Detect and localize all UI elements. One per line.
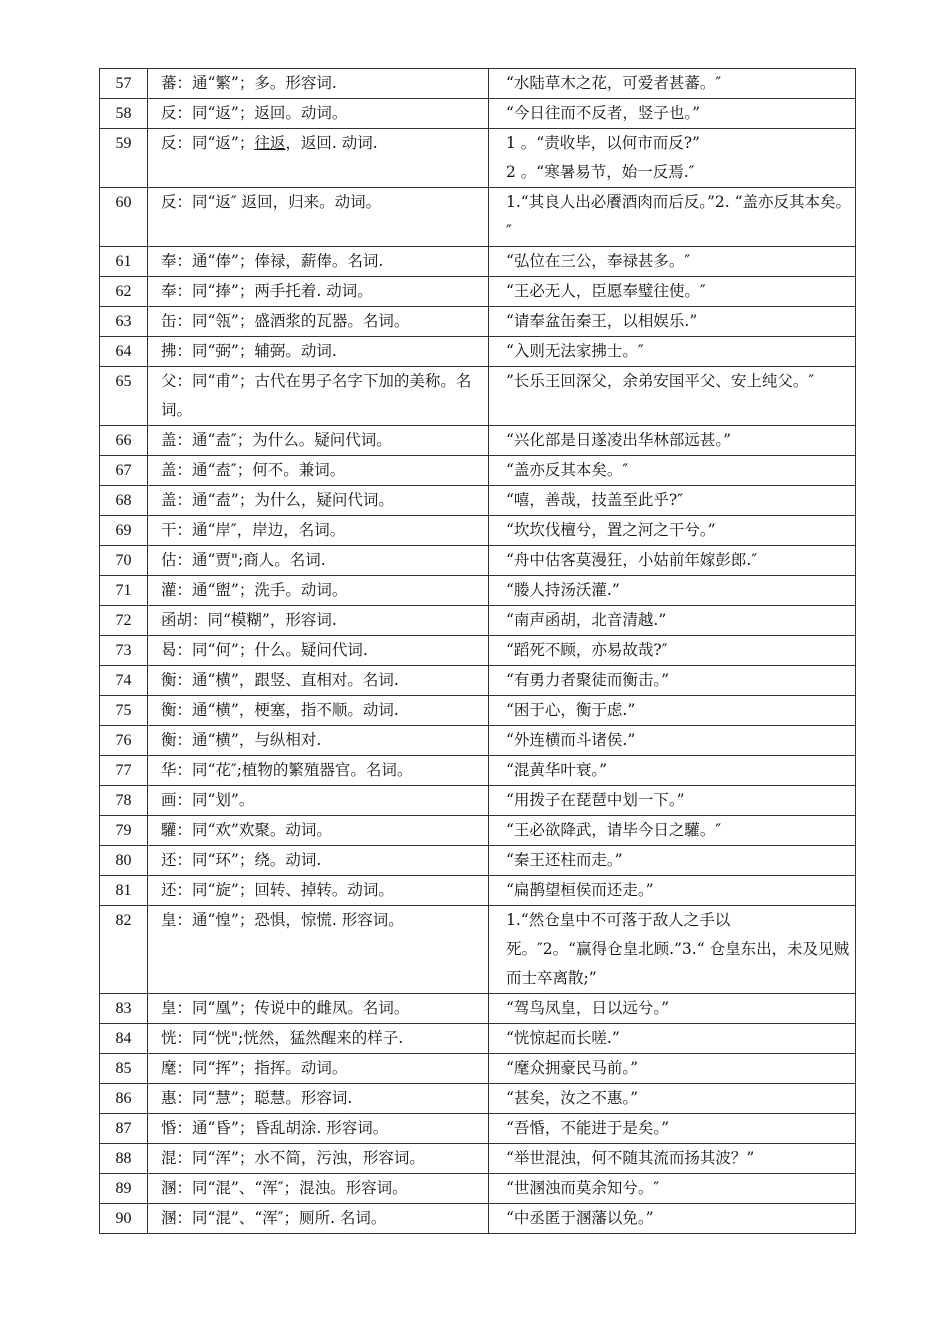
row-number: 84 bbox=[100, 1024, 148, 1054]
row-number: 83 bbox=[100, 994, 148, 1024]
definition-cell: 恍：同“恍";恍然，猛然醒来的样子. bbox=[148, 1024, 489, 1054]
table-row bbox=[100, 1024, 856, 1054]
row-number: 60 bbox=[100, 188, 148, 247]
definition-cell: 衡：通“横”，梗塞，指不顺。动词. bbox=[148, 696, 489, 726]
row-number: 86 bbox=[100, 1084, 148, 1114]
example-quote: “甚矣，汝之不惠。” bbox=[506, 1089, 639, 1107]
example-cell bbox=[489, 456, 856, 486]
definition-cell: 华：同“花″;植物的繁殖器官。名词。 bbox=[148, 756, 489, 786]
example-cell bbox=[489, 576, 856, 606]
example-quote: 1.“其良人出必餍酒肉而后反。”2. “盖亦反其本矣。″ bbox=[506, 193, 852, 240]
example-quote: “南声函胡，北音清越.” bbox=[506, 611, 667, 629]
example-cell bbox=[489, 666, 856, 696]
definition-cell: 还：同“环”；绕。动词. bbox=[148, 846, 489, 876]
example-cell bbox=[489, 1114, 856, 1144]
definition-cell: 还：同“旋”；回转、掉转。动词。 bbox=[148, 876, 489, 906]
definition-cell: 皇：同“凰”；传说中的雌凤。名词。 bbox=[148, 994, 489, 1024]
row-number: 63 bbox=[100, 307, 148, 337]
example-cell bbox=[489, 337, 856, 367]
row-number: 77 bbox=[100, 756, 148, 786]
definition-cell: 奉：同“捧”；两手托着. 动词。 bbox=[148, 277, 489, 307]
row-number: 59 bbox=[100, 129, 148, 188]
definition-cell: 父：同“甫”；古代在男子名字下加的美称。名词。 bbox=[148, 367, 489, 426]
table-row bbox=[100, 516, 856, 546]
table-row bbox=[100, 1144, 856, 1174]
example-cell bbox=[489, 786, 856, 816]
example-quote: “麾众拥豪民马前。” bbox=[506, 1059, 639, 1077]
table-row bbox=[100, 307, 856, 337]
row-number: 75 bbox=[100, 696, 148, 726]
definition-cell: 画：同“划”。 bbox=[148, 786, 489, 816]
table-row bbox=[100, 99, 856, 129]
example-cell bbox=[489, 1174, 856, 1204]
example-quote: “王必无人，臣愿奉璧往使。″ bbox=[506, 282, 706, 300]
example-quote: “坎坎伐檀兮，置之河之干兮。” bbox=[506, 521, 716, 539]
example-quote: “外连横而斗诸侯.” bbox=[506, 731, 636, 749]
table-row bbox=[100, 696, 856, 726]
example-quote: “今日往而不反者，竖子也。” bbox=[506, 104, 701, 122]
document-page bbox=[99, 68, 855, 1234]
row-number: 82 bbox=[100, 906, 148, 994]
example-quote: “困于心，衡于虑.” bbox=[506, 701, 636, 719]
row-number: 69 bbox=[100, 516, 148, 546]
definition-cell: 奉：通“俸”；俸禄，薪俸。名词. bbox=[148, 247, 489, 277]
example-cell bbox=[489, 726, 856, 756]
table-row bbox=[100, 846, 856, 876]
definition-cell: 驩：同“欢”欢聚。动词。 bbox=[148, 816, 489, 846]
definition-text: ，返回. 动词. bbox=[285, 134, 378, 152]
row-number: 73 bbox=[100, 636, 148, 666]
example-quote: “秦王还柱而走。” bbox=[506, 851, 623, 869]
row-number: 71 bbox=[100, 576, 148, 606]
example-quote: “有勇力者聚徒而衡击。” bbox=[506, 671, 670, 689]
example-cell bbox=[489, 426, 856, 456]
row-number: 80 bbox=[100, 846, 148, 876]
example-cell bbox=[489, 846, 856, 876]
table-row bbox=[100, 1084, 856, 1114]
example-quote: “恍惊起而长嗟.” bbox=[506, 1029, 620, 1047]
example-cell bbox=[489, 546, 856, 576]
table-row bbox=[100, 576, 856, 606]
example-cell bbox=[489, 129, 856, 188]
table-row bbox=[100, 426, 856, 456]
definition-cell: 反：同“返”；返回。动词。 bbox=[148, 99, 489, 129]
example-cell bbox=[489, 756, 856, 786]
example-quote: “媵人持汤沃灌.” bbox=[506, 581, 620, 599]
definition-cell: 函胡：同“模糊”，形容词. bbox=[148, 606, 489, 636]
table-row bbox=[100, 786, 856, 816]
table-row bbox=[100, 1054, 856, 1084]
example-quote: 死。″2。“赢得仓皇北顾.”3.“ 仓皇东出，未及见贼而士卒离散;” bbox=[506, 940, 850, 987]
row-number: 89 bbox=[100, 1174, 148, 1204]
definition-cell: 麾：同“挥”；指挥。动词。 bbox=[148, 1054, 489, 1084]
underlined-term: 往返 bbox=[254, 134, 286, 152]
table-row bbox=[100, 816, 856, 846]
table-row bbox=[100, 666, 856, 696]
table-row bbox=[100, 1174, 856, 1204]
definition-cell: 盖：通“盍”；为什么，疑问代词。 bbox=[148, 486, 489, 516]
row-number: 57 bbox=[100, 69, 148, 99]
row-number: 81 bbox=[100, 876, 148, 906]
example-quote: “吾惛，不能进于是矣。” bbox=[506, 1119, 670, 1137]
table-row bbox=[100, 636, 856, 666]
example-cell bbox=[489, 876, 856, 906]
example-quote: “中丞匿于溷藩以免。” bbox=[506, 1209, 654, 1227]
table-row bbox=[100, 726, 856, 756]
row-number: 76 bbox=[100, 726, 148, 756]
definition-text: 反：同“返”； bbox=[161, 134, 255, 152]
row-number: 70 bbox=[100, 546, 148, 576]
table-row bbox=[100, 546, 856, 576]
row-number: 61 bbox=[100, 247, 148, 277]
row-number: 90 bbox=[100, 1204, 148, 1234]
table-row bbox=[100, 1204, 856, 1234]
definition-cell: 拂：同“弼”；辅弼。动词. bbox=[148, 337, 489, 367]
example-quote: “嘻，善哉，技盖至此乎?″ bbox=[506, 491, 684, 509]
row-number: 67 bbox=[100, 456, 148, 486]
definition-cell: 曷：同“何”；什么。疑问代词. bbox=[148, 636, 489, 666]
example-cell bbox=[489, 1024, 856, 1054]
example-quote: “扁鹊望桓侯而还走。” bbox=[506, 881, 654, 899]
table-row bbox=[100, 486, 856, 516]
example-quote: 2 。“寒暑易节，始一反焉.″ bbox=[506, 163, 695, 181]
table-row bbox=[100, 69, 856, 99]
row-number: 88 bbox=[100, 1144, 148, 1174]
row-number: 68 bbox=[100, 486, 148, 516]
table-row bbox=[100, 247, 856, 277]
definition-cell: 溷：同“混”、“浑″；厕所. 名词。 bbox=[148, 1204, 489, 1234]
row-number: 58 bbox=[100, 99, 148, 129]
example-cell bbox=[489, 816, 856, 846]
example-cell bbox=[489, 1144, 856, 1174]
row-number: 72 bbox=[100, 606, 148, 636]
example-cell bbox=[489, 307, 856, 337]
example-quote: “混黄华叶衰。” bbox=[506, 761, 608, 779]
table-row bbox=[100, 994, 856, 1024]
example-cell bbox=[489, 994, 856, 1024]
definition-cell: 溷：同“混”、“浑″；混浊。形容词。 bbox=[148, 1174, 489, 1204]
example-cell bbox=[489, 99, 856, 129]
example-quote: “举世混浊，何不随其流而扬其波？” bbox=[506, 1149, 755, 1167]
row-number: 85 bbox=[100, 1054, 148, 1084]
row-number: 64 bbox=[100, 337, 148, 367]
example-cell bbox=[489, 1204, 856, 1234]
example-quote: “入则无法家拂士。″ bbox=[506, 342, 644, 360]
example-cell bbox=[489, 696, 856, 726]
table-row bbox=[100, 756, 856, 786]
example-cell bbox=[489, 1054, 856, 1084]
definition-cell: 皇：通“惶”；恐惧，惊慌. 形容词。 bbox=[148, 906, 489, 994]
example-quote: “舟中估客莫漫狂，小姑前年嫁彭郎.″ bbox=[506, 551, 758, 569]
definition-cell: 估：通“贾";商人。名词. bbox=[148, 546, 489, 576]
example-quote: “兴化部是日遂凌出华林部远甚。” bbox=[506, 431, 732, 449]
example-quote: 1 。“责收毕，以何市而反?” bbox=[506, 134, 700, 152]
table-row bbox=[100, 129, 856, 188]
example-cell bbox=[489, 906, 856, 994]
example-quote: “请奉盆缶秦王，以相娱乐.” bbox=[506, 312, 698, 330]
table-row bbox=[100, 277, 856, 307]
definition-cell: 衡：通“横”，与纵相对. bbox=[148, 726, 489, 756]
table-row bbox=[100, 188, 856, 247]
example-quote: “驾鸟凤皇，日以远兮。” bbox=[506, 999, 670, 1017]
definition-cell bbox=[148, 129, 489, 188]
table-row bbox=[100, 906, 856, 994]
definition-cell: 盖：通“盍″；为什么。疑问代词。 bbox=[148, 426, 489, 456]
example-quote: “世溷浊而莫余知兮。″ bbox=[506, 1179, 660, 1197]
row-number: 78 bbox=[100, 786, 148, 816]
row-number: 66 bbox=[100, 426, 148, 456]
row-number: 62 bbox=[100, 277, 148, 307]
definition-cell: 灌：通“盥”；洗手。动词。 bbox=[148, 576, 489, 606]
example-cell bbox=[489, 1084, 856, 1114]
row-number: 79 bbox=[100, 816, 148, 846]
definition-cell: 混：同“浑”；水不简，污浊，形容词。 bbox=[148, 1144, 489, 1174]
example-quote: ”长乐王回深父，余弟安国平父、安上纯父。″ bbox=[506, 372, 815, 390]
example-cell bbox=[489, 69, 856, 99]
definition-cell: 缶：同“瓴”；盛酒浆的瓦器。名词。 bbox=[148, 307, 489, 337]
example-cell bbox=[489, 516, 856, 546]
definition-cell: 反：同“返″ 返回，归来。动词。 bbox=[148, 188, 489, 247]
example-cell bbox=[489, 367, 856, 426]
definition-cell: 蕃：通“繁”；多。形容词. bbox=[148, 69, 489, 99]
row-number: 87 bbox=[100, 1114, 148, 1144]
definition-cell: 干：通“岸″，岸边，名词。 bbox=[148, 516, 489, 546]
definition-cell: 盖：通“盍″；何不。兼词。 bbox=[148, 456, 489, 486]
table-row bbox=[100, 606, 856, 636]
example-quote: “水陆草木之花，可爱者甚蕃。″ bbox=[506, 74, 722, 92]
definition-cell: 惛：通“昏”；昏乱胡涂. 形容词。 bbox=[148, 1114, 489, 1144]
table-row bbox=[100, 367, 856, 426]
definition-cell: 惠：同“慧”；聪慧。形容词. bbox=[148, 1084, 489, 1114]
table-row bbox=[100, 337, 856, 367]
row-number: 74 bbox=[100, 666, 148, 696]
tongjiazi-table bbox=[99, 68, 856, 1234]
example-quote: 1.“然仓皇中不可落于敌人之手以 bbox=[506, 911, 731, 929]
example-cell bbox=[489, 247, 856, 277]
example-cell bbox=[489, 277, 856, 307]
definition-cell: 衡：通“横”，跟竖、直相对。名词. bbox=[148, 666, 489, 696]
example-cell bbox=[489, 606, 856, 636]
example-quote: “用拨子在琵琶中划一下。” bbox=[506, 791, 685, 809]
example-quote: “蹈死不顾，亦易故哉?″ bbox=[506, 641, 668, 659]
row-number: 65 bbox=[100, 367, 148, 426]
table-row bbox=[100, 1114, 856, 1144]
example-quote: “盖亦反其本矣。″ bbox=[506, 461, 629, 479]
example-quote: “弘位在三公，奉禄甚多。″ bbox=[506, 252, 691, 270]
example-cell bbox=[489, 636, 856, 666]
table-row bbox=[100, 456, 856, 486]
example-cell bbox=[489, 188, 856, 247]
example-quote: “王必欲降武，请毕今日之驩。″ bbox=[506, 821, 722, 839]
table-body bbox=[100, 69, 856, 1234]
table-row bbox=[100, 876, 856, 906]
example-cell bbox=[489, 486, 856, 516]
